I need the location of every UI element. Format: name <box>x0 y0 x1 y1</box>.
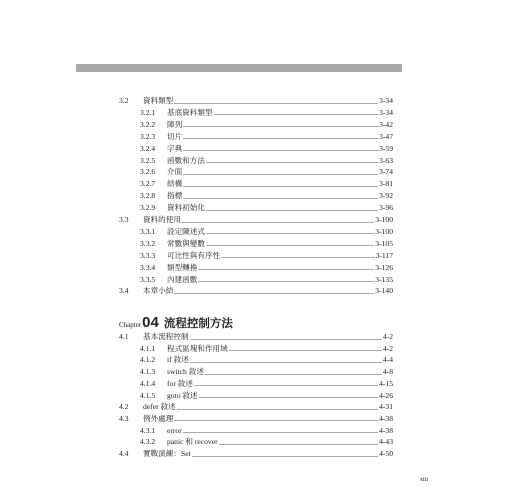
toc-entry-page: 4-2 <box>382 332 393 341</box>
toc-entry-page: 3-117 <box>375 250 393 260</box>
toc-entry-number: 4.2 <box>119 402 129 412</box>
toc-entry-title: 可比性與有序性 <box>167 250 221 260</box>
toc-entry-page: 3-92 <box>379 191 393 201</box>
toc-entry-title: 常數與變數 <box>167 238 205 248</box>
toc-entry-number: 4.3 <box>119 413 129 423</box>
toc-entry <box>140 262 393 274</box>
dot-leader <box>206 210 378 211</box>
dot-leader <box>214 114 379 115</box>
toc-entry <box>119 285 393 297</box>
toc-entry-number: 3.2.3 <box>140 131 156 141</box>
dot-leader <box>205 374 382 375</box>
dot-leader <box>182 222 374 223</box>
dot-leader <box>192 456 378 457</box>
toc-entry-number: 3.2.2 <box>140 119 156 129</box>
toc-entry-number: 3.2.7 <box>140 179 156 189</box>
toc-entry-page: 4-8 <box>382 367 393 377</box>
dot-leader <box>177 409 378 410</box>
toc-entry-title: 陣列 <box>167 119 183 129</box>
dot-leader <box>206 233 374 234</box>
dot-leader <box>183 432 378 433</box>
toc-entry <box>140 178 393 190</box>
dot-leader <box>174 420 378 421</box>
toc-entry <box>140 202 393 214</box>
toc-entry-title: 設定陳述式 <box>167 226 205 236</box>
toc-entry-title: defer 敘述 <box>143 402 176 412</box>
toc-entry-page: 3-81 <box>379 179 393 189</box>
toc-entry-page: 3-34 <box>379 107 393 117</box>
dot-leader <box>174 103 378 104</box>
toc-entry-page: 3-34 <box>379 96 393 105</box>
toc-entry-page: 3-47 <box>379 131 393 141</box>
toc-entry-number: 3.3.5 <box>140 274 156 284</box>
toc-entry-number: 4.1.5 <box>140 390 156 400</box>
toc-entry-title: goto 敘述 <box>167 390 198 400</box>
dot-leader <box>229 350 382 351</box>
toc-entry <box>119 214 393 226</box>
toc-entry <box>140 238 393 250</box>
chapter-title: 流程控制方法 <box>163 316 233 330</box>
dot-leader <box>198 281 374 282</box>
toc-entry-title: 介面 <box>167 167 183 177</box>
toc-entry <box>119 401 393 413</box>
toc-entry-page: 3-74 <box>379 167 393 177</box>
toc-entry-number: 4.3.2 <box>140 437 156 447</box>
toc-entry-page: 3-135 <box>375 274 393 284</box>
toc-entry-page: 3-59 <box>379 143 393 153</box>
toc-entry <box>140 131 393 143</box>
toc-entry-page: 3-63 <box>379 155 393 165</box>
toc-entry-page: 4-38 <box>379 413 393 423</box>
toc-entry <box>140 143 393 155</box>
chapter-word: Chapter <box>119 321 142 329</box>
toc-entry <box>140 107 393 119</box>
page-folio: xiii <box>420 477 429 483</box>
dot-leader <box>199 397 378 398</box>
toc-entry-title: 結構 <box>167 179 183 189</box>
toc-entry-title: 實戰演練：Set <box>143 449 191 458</box>
toc-entry <box>140 250 393 262</box>
dot-leader <box>183 174 378 175</box>
toc-entry-number: 3.2 <box>119 96 129 105</box>
toc-entry-number: 3.3.2 <box>140 238 156 248</box>
toc-entry-number: 4.4 <box>119 449 129 458</box>
toc-entry-number: 3.2.1 <box>140 107 156 117</box>
toc-entry <box>140 119 393 131</box>
toc-entry-title: switch 敘述 <box>167 367 204 377</box>
header-rule <box>76 64 402 72</box>
dot-leader <box>174 293 374 294</box>
toc-entry-page: 3-126 <box>375 262 393 272</box>
toc-entry-title: 資料的使用 <box>143 215 181 224</box>
toc-entry-title: 類型轉換 <box>167 262 198 272</box>
toc-entry-title: 程式區塊和作用域 <box>167 343 228 353</box>
chapter-heading <box>119 314 233 331</box>
toc-entry-page: 3-100 <box>375 226 393 236</box>
toc-entry-page: 3-140 <box>375 286 393 296</box>
toc-entry-title: 本章小結 <box>143 286 174 296</box>
toc-entry <box>140 378 393 390</box>
dot-leader <box>183 138 378 139</box>
toc-entry <box>119 95 393 107</box>
toc-entry-title: panic 和 recover <box>167 437 218 447</box>
toc-entry-page: 3-42 <box>379 119 393 129</box>
toc-entry-title: 資料初始化 <box>167 203 205 213</box>
toc-entry-title: 指標 <box>167 191 183 201</box>
toc-entry-page: 4-4 <box>382 355 393 365</box>
dot-leader <box>183 126 378 127</box>
toc-entry-page: 4-50 <box>379 449 393 458</box>
dot-leader <box>183 198 378 199</box>
toc-entry-title: 例外處理 <box>143 413 174 423</box>
toc-entry-title: 函數和方法 <box>167 155 205 165</box>
toc-entry-title: 資料類型 <box>143 96 174 105</box>
toc-entry-number: 3.2.4 <box>140 143 156 153</box>
toc-entry-title: 內建函數 <box>167 274 198 284</box>
chapter-number: 04 <box>142 314 159 331</box>
toc-entry-page: 4-43 <box>379 437 393 447</box>
toc-entry-page: 3-105 <box>375 238 393 248</box>
dot-leader <box>183 150 378 151</box>
toc-entry-title: 基底資料類型 <box>167 107 213 117</box>
dot-leader <box>190 339 382 340</box>
toc-entry <box>140 366 393 378</box>
toc-entry-page: 4-2 <box>382 343 393 353</box>
toc-entry-number: 4.1.1 <box>140 343 156 353</box>
toc-entry-number: 3.4 <box>119 286 129 296</box>
toc-entry <box>119 413 393 425</box>
toc-entry-number: 3.3.1 <box>140 226 156 236</box>
dot-leader <box>221 257 374 258</box>
toc-entry-page: 4-15 <box>379 378 393 388</box>
toc-entry-title: if 敘述 <box>167 355 189 365</box>
toc-entry-number: 3.2.9 <box>140 203 156 213</box>
toc-entry <box>140 390 393 402</box>
dot-leader <box>190 362 382 363</box>
toc-entry-number: 4.3.1 <box>140 425 156 435</box>
dot-leader <box>219 444 378 445</box>
toc-entry-number: 3.2.8 <box>140 191 156 201</box>
toc-entry-title: 基本流程控制 <box>143 332 189 341</box>
toc-entry-title: for 敘述 <box>167 378 193 388</box>
dot-leader <box>194 385 378 386</box>
dot-leader <box>206 162 378 163</box>
toc-entry <box>140 425 393 437</box>
toc-entry-title: error <box>167 425 182 435</box>
toc-entry <box>140 343 393 355</box>
toc-entry-title: 字典 <box>167 143 183 153</box>
toc-entry-number: 3.3 <box>119 215 129 224</box>
toc-entry <box>140 166 393 178</box>
toc-entry-number: 3.2.6 <box>140 167 156 177</box>
toc-entry-number: 3.2.5 <box>140 155 156 165</box>
toc-entry <box>140 436 393 448</box>
toc-entry <box>119 448 393 460</box>
dot-leader <box>183 186 378 187</box>
toc-entry-page: 4-26 <box>379 390 393 400</box>
toc-entry <box>140 354 393 366</box>
toc-entry-number: 4.1.3 <box>140 367 156 377</box>
toc-entry <box>140 155 393 167</box>
toc-entry-title: 切片 <box>167 131 183 141</box>
dot-leader <box>206 245 374 246</box>
toc-entry-number: 4.1.2 <box>140 355 156 365</box>
toc-entry-number: 3.3.3 <box>140 250 156 260</box>
toc-entry <box>140 274 393 286</box>
toc-entry-number: 3.3.4 <box>140 262 156 272</box>
toc-entry-page: 4-31 <box>379 402 393 412</box>
toc-entry <box>140 190 393 202</box>
toc-entry-number: 4.1 <box>119 332 129 341</box>
toc-entry <box>140 226 393 238</box>
toc-entry-page: 3-96 <box>379 203 393 213</box>
dot-leader <box>198 269 374 270</box>
toc-entry <box>119 331 393 343</box>
toc-entry-page: 3-100 <box>375 215 393 224</box>
toc-entry-page: 4-38 <box>379 425 393 435</box>
toc-entry-number: 4.1.4 <box>140 378 156 388</box>
